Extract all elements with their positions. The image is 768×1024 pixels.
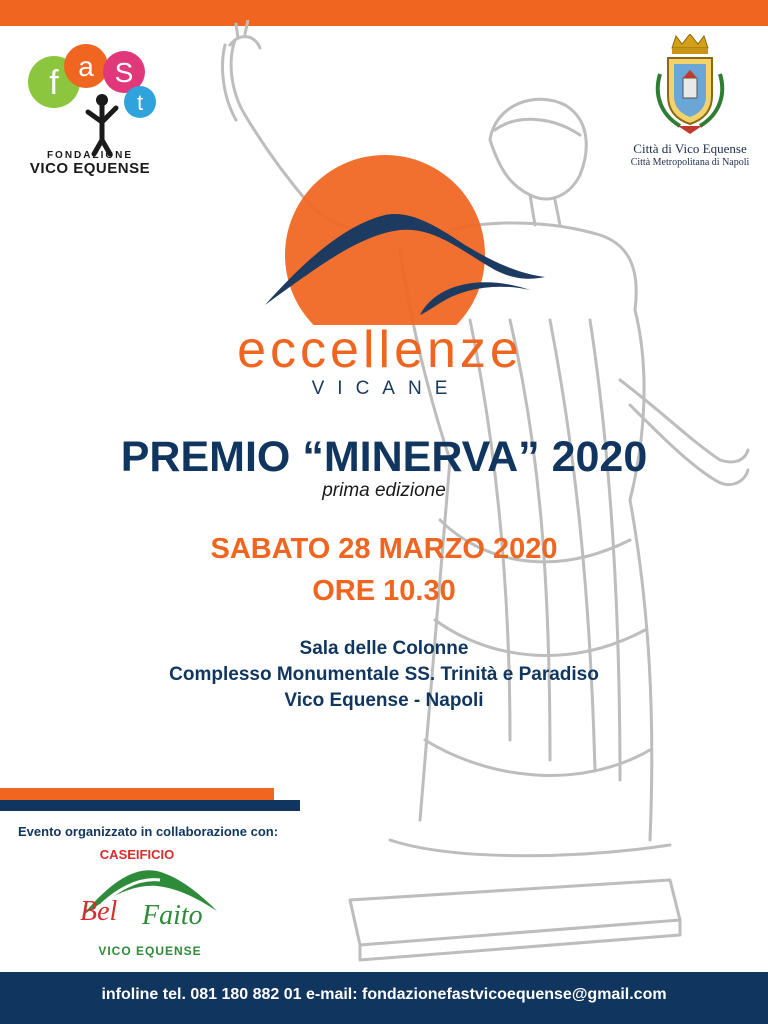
venue-line-3: Vico Equense - Napoli bbox=[284, 690, 484, 711]
eccellenze-sun-mountain-logo bbox=[260, 155, 560, 325]
venue-line-1: Sala delle Colonne bbox=[299, 638, 469, 659]
collaboration-label: Evento organizzato in collaborazione con: bbox=[18, 824, 279, 839]
city-subtitle: Città Metropolitana di Napoli bbox=[630, 157, 750, 168]
eccellenze-wordmark: eccellenze bbox=[237, 321, 523, 379]
sponsor-name-faito: Faito bbox=[142, 900, 203, 931]
sponsor-location: VICO EQUENSE bbox=[98, 944, 202, 958]
fast-letter-s: S bbox=[114, 57, 134, 88]
footer-contact-info: infoline tel. 081 180 882 01 e-mail: fondazionefastvicoequense@gmail.com bbox=[101, 986, 667, 1003]
city-name: Città di Vico Equense bbox=[633, 141, 747, 156]
fast-logo-line1: FONDAZIONE bbox=[46, 150, 134, 161]
event-title: PREMIO “MINERVA” 2020 bbox=[120, 433, 648, 481]
sponsor-name-bel: Bel bbox=[80, 896, 118, 927]
event-edition: prima edizione bbox=[322, 480, 446, 501]
fast-logo-figure bbox=[88, 106, 116, 154]
vicane-wordmark: VICANE bbox=[311, 378, 461, 399]
venue-line-2: Complesso Monumentale SS. Trinità e Paradiso bbox=[169, 664, 599, 685]
event-date: SABATO 28 MARZO 2020 bbox=[210, 533, 558, 565]
fast-letter-f: f bbox=[49, 64, 59, 102]
city-crest-emblem bbox=[650, 34, 730, 138]
event-time: ORE 10.30 bbox=[312, 575, 456, 607]
sponsor-caseificio-label: CASEIFICIO bbox=[99, 847, 175, 862]
fast-letter-a: a bbox=[78, 51, 94, 82]
fast-logo-line2: VICO EQUENSE bbox=[29, 160, 151, 177]
orange-divider-stripe bbox=[0, 788, 274, 800]
fast-letter-t: t bbox=[136, 90, 144, 115]
navy-divider-stripe bbox=[0, 800, 300, 811]
